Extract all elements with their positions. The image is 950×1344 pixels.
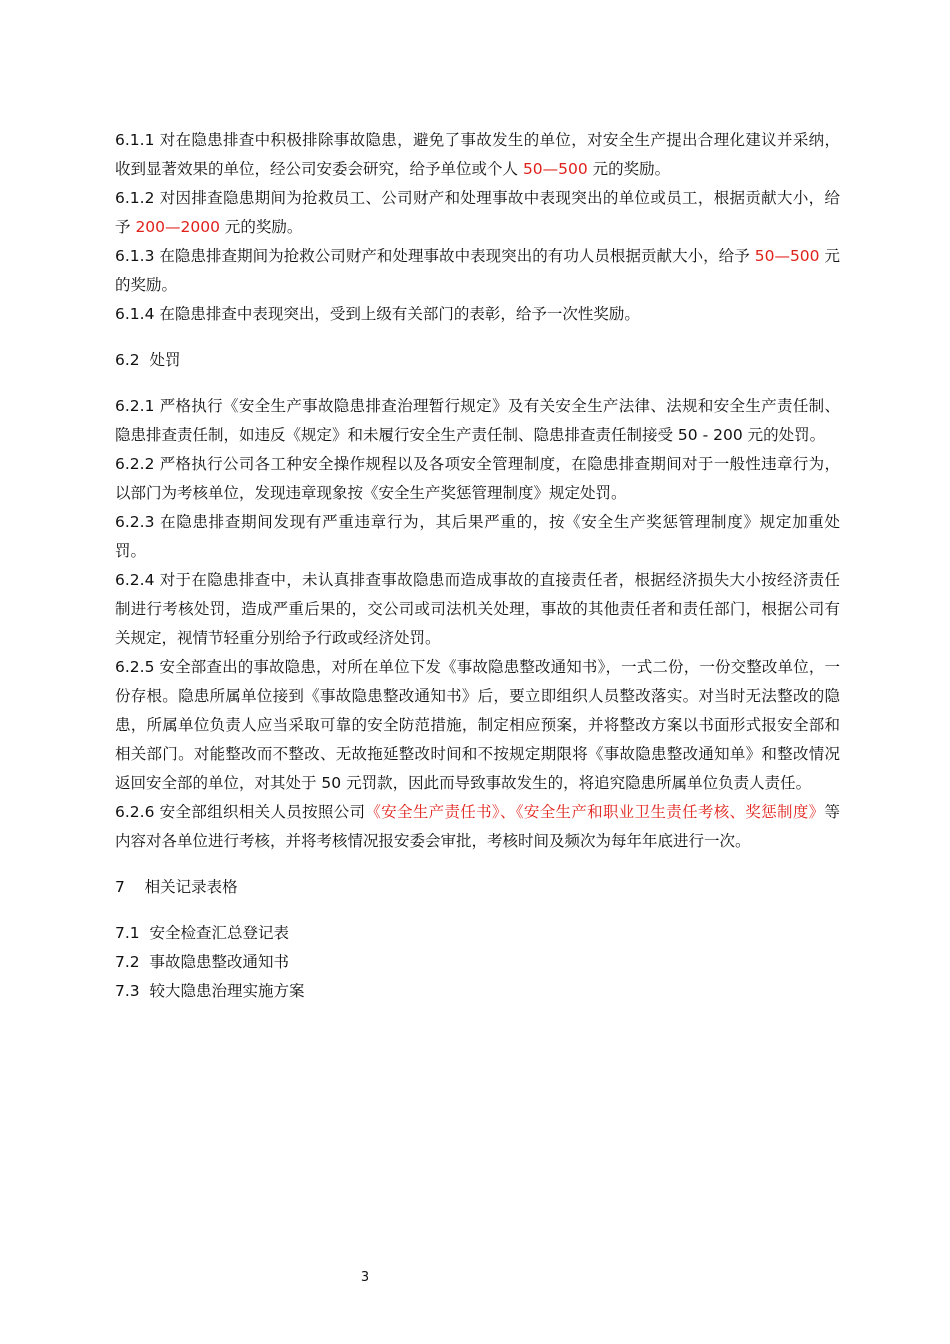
- spacer: [115, 329, 840, 346]
- list-item-7-2: 7.2 事故隐患整改通知书: [115, 953, 290, 971]
- clause-text: 6.1.1 对在隐患排查中积极排除事故隐患，避免了事故发生的单位，对安全生产提出合理化建议并采纳，收到显著效果的单位，经公司安委会研究，给予单位或个人: [115, 131, 840, 178]
- spacer: [115, 856, 840, 873]
- clause-6-2-2: 6.2.2 严格执行公司各工种安全操作规程以及各项安全管理制度，在隐患排查期间对于一般性违章行为，以部门为考核单位，发现违章现象按《安全生产奖惩管理制度》规定处罚。: [115, 455, 840, 502]
- clause-6-2-4: 6.2.4 对于在隐患排查中，未认真排查事故隐患而造成事故的直接责任者，根据经济损失大小按经济责任制进行考核处罚，造成严重后果的，交公司或司法机关处理，事故的其他责任者和责任部门，根据公司有关规定，视情节轻重分别给予行政或经济处罚。: [115, 571, 840, 647]
- section-heading-7: 7 相关记录表格: [115, 878, 238, 896]
- clause-text-end: 元的奖励。: [115, 247, 840, 294]
- clause-text-end: 元的奖励。: [587, 160, 671, 178]
- clause-6-2-6: [115, 798, 840, 856]
- clause-text: 6.1.2 对因排查隐患期间为抢救员工、公司财产和处理事故中表现突出的单位或员工，根据贡献大小，给予: [115, 189, 840, 236]
- clause-text: 6.1.3 在隐患排查期间为抢救公司财产和处理事故中表现突出的有功人员根据贡献大小，给予: [115, 247, 755, 265]
- document-body: [115, 126, 840, 1006]
- clause-6-1-2: [115, 184, 840, 242]
- reward-amount-highlight: 200—2000: [135, 218, 220, 236]
- document-reference-highlight: 《安全生产责任书》、《安全生产和职业卫生责任考核、奖惩制度》: [365, 803, 825, 821]
- reward-amount-highlight: 50—500: [754, 247, 820, 265]
- spacer: [115, 375, 840, 392]
- clause-6-2-1: 6.2.1 严格执行《安全生产事故隐患排查治理暂行规定》及有关安全生产法律、法规和安全生产责任制、隐患排查责任制，如违反《规定》和未履行安全生产责任制、隐患排查责任制接受 50 - 200 元的处罚。: [115, 397, 840, 444]
- spacer: [115, 902, 840, 919]
- clause-6-1-4: 6.1.4 在隐患排查中表现突出，受到上级有关部门的表彰，给予一次性奖励。: [115, 305, 640, 323]
- clause-6-1-3: [115, 242, 840, 300]
- section-heading-6-2: 6.2 处罚: [115, 351, 181, 369]
- reward-amount-highlight: 50—500: [522, 160, 588, 178]
- clause-6-1-1: [115, 126, 840, 184]
- clause-text-end: 元的奖励。: [219, 218, 303, 236]
- clause-6-2-5: 6.2.5 安全部查出的事故隐患，对所在单位下发《事故隐患整改通知书》，一式二份，一份交整改单位，一份存根。隐患所属单位接到《事故隐患整改通知书》后，要立即组织人员整改落实。对当时无法整改的隐患，所属单位负责人应当采取可靠的安全防范措施，制定相应预案，并将整改方案以书面形式报安全部和相关部门。对能整改而不整改、无故拖延整改时间和不按规定期限将《事故隐患整改通知单》和整改情况返回安全部的单位，对其处于 50 元罚款，因此而导致事故发生的，将追究隐患所属单位负责人责任。: [115, 658, 840, 792]
- list-item-7-1: 7.1 安全检查汇总登记表: [115, 924, 290, 942]
- page-number: 3: [360, 1270, 370, 1285]
- clause-text-end: 等内容对各单位进行考核，并将考核情况报安委会审批，考核时间及频次为每年年底进行一次。: [115, 803, 840, 850]
- clause-text: 6.2.6 安全部组织相关人员按照公司: [115, 803, 366, 821]
- clause-6-2-3: 6.2.3 在隐患排查期间发现有严重违章行为，其后果严重的，按《安全生产奖惩管理制度》规定加重处罚。: [115, 513, 840, 560]
- list-item-7-3: 7.3 较大隐患治理实施方案: [115, 982, 305, 1000]
